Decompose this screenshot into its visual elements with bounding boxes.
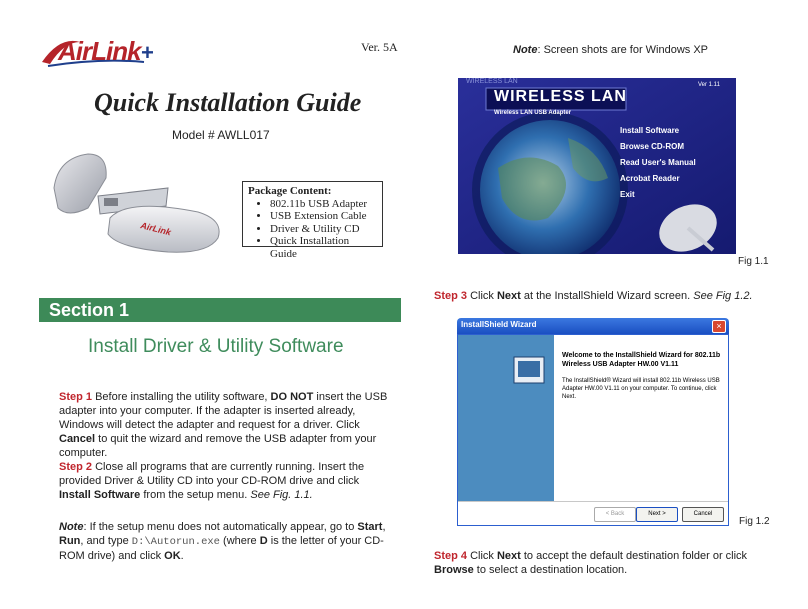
package-item: • Driver & Utility CD — [270, 223, 377, 236]
wizard-welcome: Welcome to the InstallShield Wizard for 802.11b Wireless USB Adapter HW.00 V1.11 — [562, 352, 721, 368]
package-list — [248, 198, 377, 261]
package-item: • USB Extension Cable — [270, 210, 377, 223]
step-4-text: Step 4 Click Next to accept the default destination folder or click Browse to select a destination location. — [434, 550, 748, 576]
banner-small: WIRELESS LAN — [466, 78, 518, 85]
banner-version: Ver 1.11 — [698, 82, 720, 88]
computer-icon — [458, 335, 554, 501]
cancel-button[interactable]: Cancel — [682, 507, 724, 522]
banner-subtitle: Wireless LAN USB Adapter — [494, 110, 572, 116]
installshield-window — [457, 318, 729, 526]
airlink-logo — [40, 32, 153, 72]
logo-wordmark: AirLink+ — [58, 36, 153, 66]
menu-exit[interactable]: Exit — [620, 190, 635, 199]
step-3-text: Step 3 Click Next at the InstallShield Wizard screen. See Fig 1.2. — [434, 290, 753, 302]
setup-menu-screenshot — [458, 78, 736, 254]
wizard-side-graphic — [458, 335, 554, 501]
step-1-text: Step 1 Before installing the utility software, DO NOT insert the USB adapter into your computer. If the adapter is inserted already, Windows will detect the adapter and request for a driver. Click Cancel to quit the wizard and remove the USB adapter from your computer. — [59, 391, 388, 459]
version-label: Ver. 5A — [361, 40, 398, 54]
section-bar: Section 1 — [39, 298, 401, 322]
menu-read-manual[interactable]: Read User's Manual — [620, 158, 696, 167]
figure-caption-1-2: Fig 1.2 — [739, 516, 770, 527]
close-icon[interactable]: × — [712, 320, 726, 333]
next-button[interactable]: Next > — [636, 507, 678, 522]
screenshot-note: Note: Screen shots are for Windows XP — [513, 44, 709, 56]
step-2-text: Step 2 Close all programs that are currently running. Insert the provided Driver & Utility CD into your CD-ROM drive and click Install Software from the setup menu. See Fig. 1.1. — [59, 461, 365, 501]
page-title: Quick Installation Guide — [94, 88, 362, 117]
package-heading: Package Content: — [248, 185, 332, 197]
figure-caption-1-1: Fig 1.1 — [738, 256, 769, 267]
wizard-body: The InstallShield® Wizard will install 802.11b Wireless USB Adapter HW.00 V1.11 on your computer. To continue, click Next. — [562, 378, 720, 400]
divider — [458, 501, 728, 502]
model-number: Model # AWLL017 — [172, 128, 270, 142]
package-item: • 802.11b USB Adapter — [270, 198, 377, 211]
package-item: • Quick Installation Guide — [270, 235, 377, 260]
usb-adapter-image — [48, 148, 226, 258]
menu-acrobat-reader[interactable]: Acrobat Reader — [620, 174, 680, 183]
section-heading: Install Driver & Utility Software — [88, 336, 344, 357]
menu-browse-cdrom[interactable]: Browse CD-ROM — [620, 142, 685, 151]
package-content-box — [242, 181, 383, 260]
note-text: Note: If the setup menu does not automatically appear, go to Start, Run, and type D:\Autorun.exe (where D is the letter of your CD-ROM drive) and click OK. — [59, 521, 386, 562]
banner-title: WIRELESS LAN — [494, 88, 627, 105]
window-titlebar — [457, 318, 729, 334]
menu-install-software[interactable]: Install Software — [620, 126, 680, 135]
window-title: InstallShield Wizard — [461, 320, 537, 329]
back-button[interactable]: < Back — [594, 507, 636, 522]
svg-text:AirLink: AirLink — [139, 220, 173, 238]
